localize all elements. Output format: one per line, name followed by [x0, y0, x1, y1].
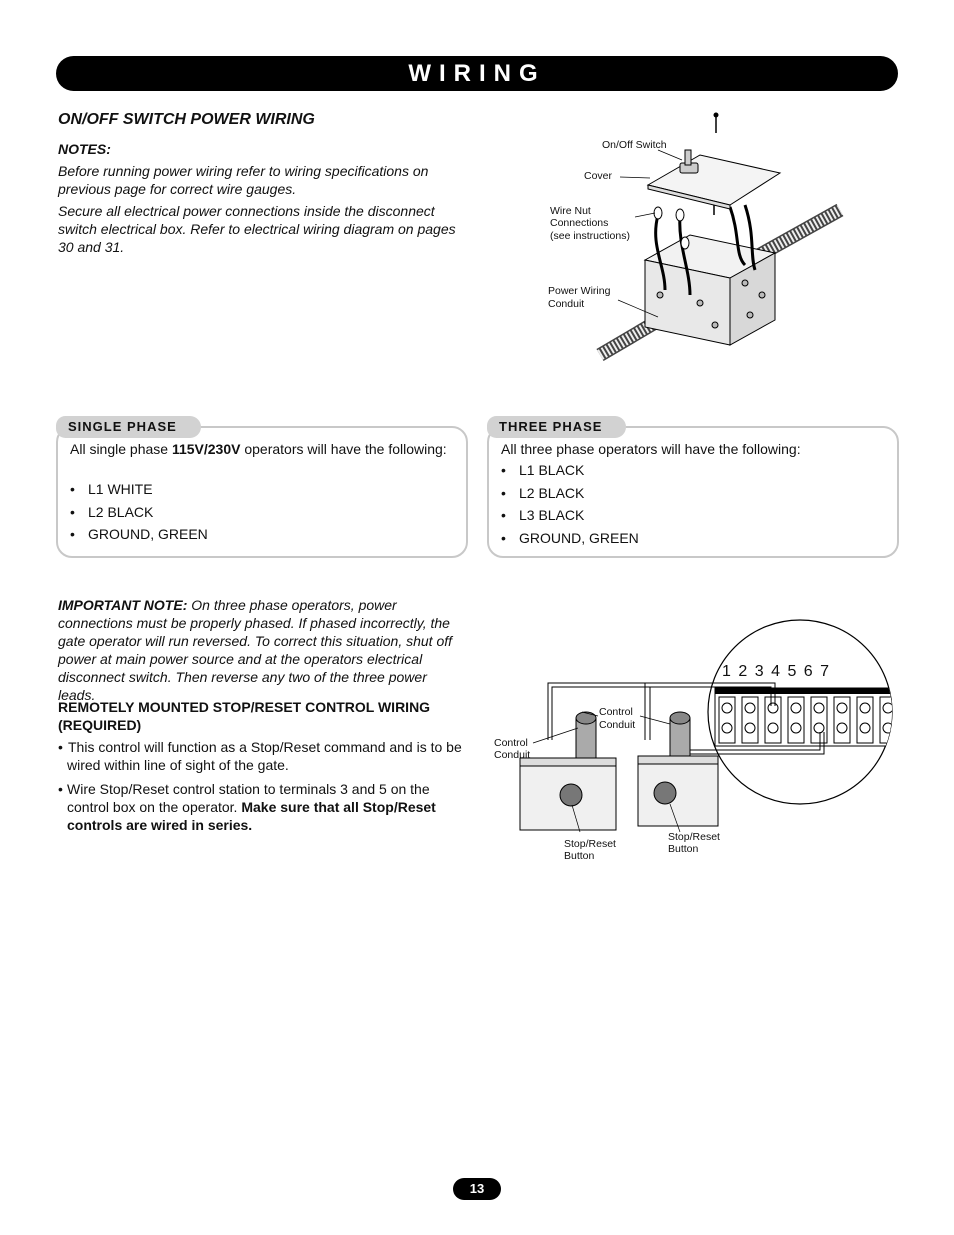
page-header-bar	[56, 56, 898, 91]
single-phase-item-l2: L2 BLACK	[88, 503, 154, 520]
terminal-strip	[715, 688, 905, 746]
label-power-conduit-1: Power Wiring	[548, 285, 611, 297]
label-control-conduit-a-1: Control	[494, 737, 528, 749]
stop-reset-station-right	[638, 756, 718, 826]
terminal-number-1: 1	[722, 663, 731, 680]
label-stop-reset-b-1: Stop/Reset	[668, 831, 720, 843]
three-phase-item-l3: L3 BLACK	[519, 507, 585, 523]
control-conduit-left	[576, 712, 596, 760]
single-phase-voltage: 115V/230V	[171, 441, 241, 457]
label-control-conduit-b-2: Conduit	[599, 719, 636, 731]
label-control-conduit-a-2: Conduit	[494, 749, 531, 761]
notes-paragraph-2: Secure all electrical power connections inside the disconnect switch electrical box. Refer to electrical wiring diagram on pages 30 and 31.	[58, 203, 456, 255]
three-phase-item-l2: L2 BLACK	[519, 484, 585, 501]
single-phase-intro	[70, 440, 450, 458]
label-wire-nut-1: Wire Nut	[550, 205, 591, 217]
label-on-off-switch: On/Off Switch	[602, 139, 667, 151]
terminal-numbers	[722, 663, 829, 681]
list-item: • This control will function as a Stop/Reset command and is to be wired within line of sight of the gate.	[58, 739, 462, 773]
important-note	[58, 596, 468, 704]
terminal-number-6: 6	[803, 663, 813, 680]
label-cover: Cover	[584, 170, 613, 182]
section-title: ON/OFF SWITCH POWER WIRING	[58, 111, 315, 128]
stop-reset-station-left	[520, 758, 616, 830]
list-item: • Wire Stop/Reset control station to terminals 3 and 5 on the control box on the operator. Make sure that all Stop/Reset controls are wired in series.	[58, 781, 436, 833]
control-conduit-right	[670, 712, 690, 760]
switch-cover	[648, 155, 780, 209]
label-wire-nut-3: (see instructions)	[550, 230, 630, 242]
important-note-text: On three phase operators, power connections must be properly phased. If phased incorrectly, the gate operator will run reversed. To correct this situation, shut off power at main power source and at the operators electrical disconnect switch. Then reverse any two of the three power leads.	[58, 597, 453, 703]
label-power-conduit-2: Conduit	[548, 298, 585, 310]
list-item: • L1 BLACK	[501, 462, 585, 478]
three-phase-tab: THREE PHASE	[487, 416, 626, 438]
remote-stop-reset-list	[58, 738, 468, 840]
label-control-conduit-b-1: Control	[599, 706, 633, 718]
cover-screw-top	[714, 113, 719, 134]
single-phase-item-l1: L1 WHITE	[88, 481, 153, 497]
three-phase-list	[501, 461, 639, 551]
page-number: 13	[453, 1178, 501, 1200]
notes-block	[58, 140, 468, 260]
list-item: • L1 WHITE	[70, 481, 153, 497]
three-phase-item-ground: GROUND, GREEN	[519, 529, 639, 546]
remote-stop-reset-heading: REMOTELY MOUNTED STOP/RESET CONTROL WIRING (REQUIRED)	[58, 699, 431, 733]
remote-bullet-2: Wire Stop/Reset control station to terminals 3 and 5 on the control box on the operator.	[67, 781, 430, 815]
terminal-number-7: 7	[820, 663, 830, 680]
single-phase-intro-post: operators will have the following:	[240, 441, 447, 457]
terminal-number-4: 4	[771, 663, 780, 680]
three-phase-intro: All three phase operators will have the following:	[501, 441, 801, 457]
terminal-number-2: 2	[738, 663, 748, 680]
single-phase-intro-pre: All single phase	[70, 441, 172, 457]
label-wire-nut-2: Connections	[550, 217, 609, 229]
single-phase-item-ground: GROUND, GREEN	[88, 526, 208, 542]
single-phase-tab: SINGLE PHASE	[56, 416, 201, 438]
list-item: • GROUND, GREEN	[70, 526, 208, 542]
terminal-number-5: 5	[787, 663, 797, 680]
single-phase-box	[56, 419, 468, 558]
three-phase-box	[487, 419, 899, 558]
label-stop-reset-a-1: Stop/Reset	[564, 838, 616, 850]
remote-bullet-2-bold: Make sure that all Stop/Reset controls are wired in series.	[67, 799, 436, 833]
notes-heading: NOTES:	[58, 141, 111, 157]
remote-bullet-1: This control will function as a Stop/Reset command and is to be wired within line of sight of the gate.	[67, 739, 462, 773]
page-title: WIRING	[408, 59, 546, 87]
notes-paragraph-1: Before running power wiring refer to wiring specifications on previous page for correct wire gauges.	[58, 163, 429, 197]
label-stop-reset-a-2: Button	[564, 850, 595, 862]
important-note-label: IMPORTANT NOTE:	[58, 597, 188, 613]
list-item: • GROUND, GREEN	[501, 529, 639, 546]
label-stop-reset-b-2: Button	[668, 843, 699, 855]
list-item: • L2 BLACK	[70, 503, 154, 520]
list-item: • L2 BLACK	[501, 484, 585, 501]
three-phase-item-l1: L1 BLACK	[519, 462, 585, 478]
wire-nuts	[654, 207, 689, 249]
list-item: • L3 BLACK	[501, 507, 585, 523]
single-phase-list	[70, 480, 208, 548]
terminal-number-3: 3	[754, 663, 764, 680]
